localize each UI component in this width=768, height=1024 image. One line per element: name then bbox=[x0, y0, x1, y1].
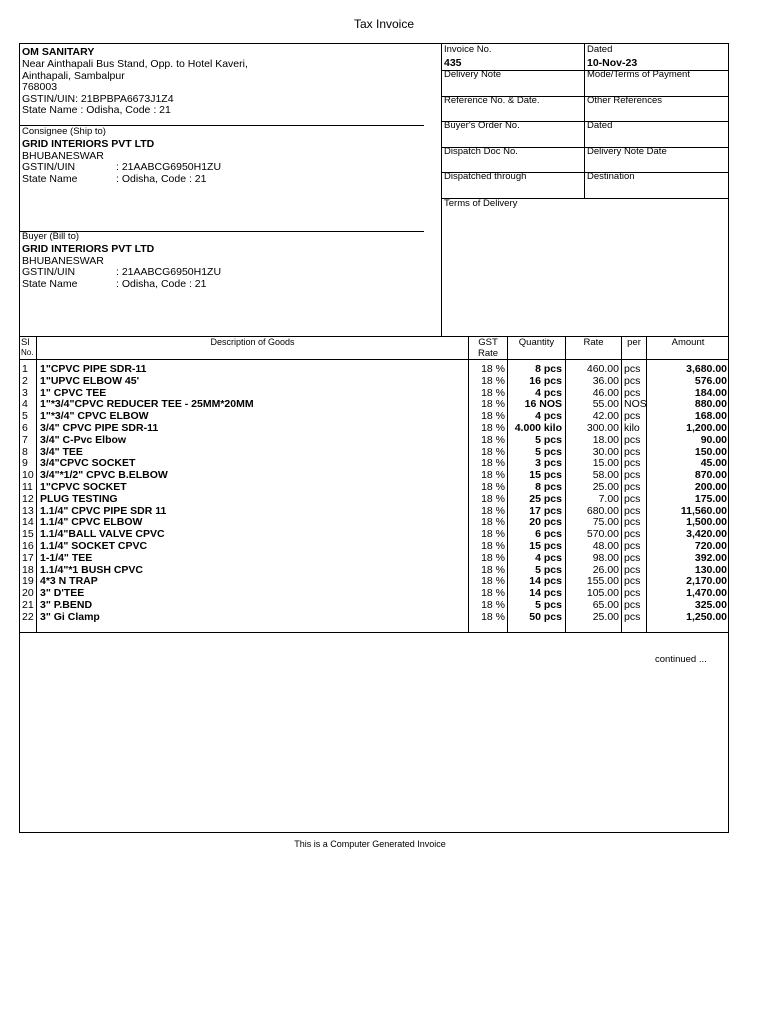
cell-amount: 11,560.00 bbox=[680, 504, 727, 517]
cell-per: pcs bbox=[624, 587, 641, 600]
cell-amount: 184.00 bbox=[694, 386, 727, 399]
cell-gst-rate: 18 % bbox=[481, 528, 505, 541]
table-row bbox=[20, 588, 728, 600]
cell-description: 1.1/4" CPVC ELBOW bbox=[40, 516, 143, 529]
cell-quantity: 16 pcs bbox=[529, 374, 562, 387]
cell-sl: 8 bbox=[22, 445, 28, 458]
consignee-state-value: : Odisha, Code : 21 bbox=[116, 173, 207, 185]
cell-quantity: 5 pcs bbox=[535, 433, 562, 446]
cell-per: pcs bbox=[624, 410, 641, 423]
cell-quantity: 5 pcs bbox=[535, 563, 562, 576]
cell-sl: 22 bbox=[22, 610, 34, 623]
destination-label: Destination bbox=[587, 171, 635, 182]
cell-sl: 16 bbox=[22, 540, 34, 552]
cell-per: pcs bbox=[624, 386, 641, 399]
cell-description: 1"*3/4"CPVC REDUCER TEE - 25MM*20MM bbox=[40, 398, 254, 411]
cell-per: kilo bbox=[624, 422, 640, 434]
cell-per: pcs bbox=[624, 481, 641, 493]
cell-rate: 98.00 bbox=[592, 551, 619, 564]
cell-sl: 18 bbox=[22, 563, 34, 576]
cell-per: pcs bbox=[624, 540, 641, 552]
cell-sl: 21 bbox=[22, 599, 34, 611]
section-line bbox=[20, 231, 424, 232]
cell-rate: 75.00 bbox=[592, 516, 619, 529]
cell-description: 1.1/4"*1 BUSH CPVC bbox=[40, 563, 144, 576]
buyers-order-label: Buyer's Order No. bbox=[444, 120, 520, 131]
cell-quantity: 5 pcs bbox=[535, 445, 562, 458]
consignee-gstin-value: : 21AABCG6950H1ZU bbox=[116, 161, 222, 173]
table-row bbox=[20, 423, 728, 435]
col-header-sl-line-1: Sl bbox=[21, 337, 30, 348]
cell-rate: 42.00 bbox=[592, 410, 619, 423]
invoice-title: Tax Invoice bbox=[353, 17, 415, 31]
col-header-description: Description of Goods bbox=[210, 337, 295, 347]
cell-rate: 46.00 bbox=[592, 386, 619, 399]
cell-per: pcs bbox=[624, 457, 641, 470]
cell-sl: 5 bbox=[22, 410, 28, 423]
buyer-heading: Buyer (Bill to) bbox=[22, 231, 80, 242]
cell-sl: 7 bbox=[22, 433, 28, 446]
cell-gst-rate: 18 % bbox=[481, 422, 505, 434]
cell-rate: 55.00 bbox=[592, 398, 619, 411]
table-row bbox=[20, 553, 728, 565]
buyer-city: BHUBANESWAR bbox=[22, 255, 104, 267]
cell-description: 1"CPVC SOCKET bbox=[40, 481, 127, 493]
delivery-note-date-label: Delivery Note Date bbox=[587, 146, 667, 157]
cell-description: 1"*3/4" CPVC ELBOW bbox=[40, 410, 149, 423]
order-dated-label: Dated bbox=[587, 120, 613, 131]
cell-amount: 200.00 bbox=[694, 481, 727, 493]
cell-quantity: 50 pcs bbox=[529, 610, 562, 623]
cell-rate: 18.00 bbox=[592, 433, 619, 446]
seller-address-line-2: Ainthapali, Sambalpur bbox=[22, 70, 125, 82]
cell-description: 3/4" TEE bbox=[40, 445, 83, 458]
cell-rate: 25.00 bbox=[592, 610, 619, 623]
cell-gst-rate: 18 % bbox=[481, 563, 505, 576]
table-row bbox=[20, 600, 728, 612]
table-row bbox=[20, 376, 728, 388]
col-header-amount: Amount bbox=[671, 337, 705, 348]
cell-gst-rate: 18 % bbox=[481, 551, 505, 564]
cell-quantity: 15 pcs bbox=[529, 469, 562, 482]
cell-gst-rate: 18 % bbox=[481, 398, 505, 411]
cell-per: pcs bbox=[624, 516, 641, 529]
terms-of-delivery-label: Terms of Delivery bbox=[444, 198, 518, 209]
cell-sl: 17 bbox=[22, 551, 34, 564]
seller-name: OM SANITARY bbox=[22, 46, 95, 58]
cell-gst-rate: 18 % bbox=[481, 433, 505, 446]
cell-gst-rate: 18 % bbox=[481, 457, 505, 470]
cell-description: 1"CPVC PIPE SDR-11 bbox=[40, 363, 147, 375]
consignee-name: GRID INTERIORS PVT LTD bbox=[22, 138, 155, 150]
dispatch-doc-label: Dispatch Doc No. bbox=[444, 146, 518, 157]
cell-amount: 576.00 bbox=[694, 374, 727, 387]
cell-gst-rate: 18 % bbox=[481, 610, 505, 623]
cell-gst-rate: 18 % bbox=[481, 410, 505, 423]
cell-description: 1.1/4"BALL VALVE CPVC bbox=[40, 528, 165, 541]
cell-quantity: 4 pcs bbox=[535, 551, 562, 564]
cell-description: 3" P.BEND bbox=[40, 599, 93, 611]
buyer-state-label: State Name bbox=[22, 278, 78, 290]
seller-state: State Name : Odisha, Code : 21 bbox=[22, 104, 171, 116]
cell-quantity: 15 pcs bbox=[529, 540, 562, 552]
cell-amount: 880.00 bbox=[694, 398, 727, 411]
continued-note: continued ... bbox=[655, 654, 707, 665]
cell-per: pcs bbox=[624, 575, 641, 588]
cell-gst-rate: 18 % bbox=[481, 540, 505, 552]
computer-generated-note: This is a Computer Generated Invoice bbox=[294, 839, 446, 849]
cell-gst-rate: 18 % bbox=[481, 504, 505, 517]
cell-gst-rate: 18 % bbox=[481, 599, 505, 611]
invoice-frame bbox=[19, 43, 729, 833]
consignee-city: BHUBANESWAR bbox=[22, 150, 104, 162]
cell-amount: 45.00 bbox=[700, 457, 727, 470]
cell-quantity: 14 pcs bbox=[529, 575, 562, 588]
cell-amount: 175.00 bbox=[694, 492, 727, 505]
cell-amount: 1,200.00 bbox=[686, 422, 727, 434]
mode-terms-label: Mode/Terms of Payment bbox=[587, 69, 690, 80]
cell-per: pcs bbox=[624, 469, 641, 482]
cell-amount: 1,470.00 bbox=[686, 587, 727, 600]
cell-amount: 392.00 bbox=[694, 551, 727, 564]
cell-description: 3" Gi Clamp bbox=[40, 610, 100, 623]
table-row bbox=[20, 482, 728, 494]
cell-rate: 30.00 bbox=[592, 445, 619, 458]
table-row bbox=[20, 612, 728, 624]
cell-sl: 12 bbox=[22, 492, 34, 505]
cell-amount: 150.00 bbox=[694, 445, 727, 458]
cell-description: 3/4"*1/2" CPVC B.ELBOW bbox=[40, 469, 168, 482]
cell-quantity: 4 pcs bbox=[535, 386, 562, 399]
cell-description: 3/4"CPVC SOCKET bbox=[40, 457, 136, 470]
cell-quantity: 20 pcs bbox=[529, 516, 562, 529]
cell-gst-rate: 18 % bbox=[481, 575, 505, 588]
invoice-no-value: 435 bbox=[444, 57, 462, 69]
cell-per: pcs bbox=[624, 599, 641, 611]
table-row bbox=[20, 494, 728, 506]
cell-description: 1.1/4" CPVC PIPE SDR 11 bbox=[40, 504, 167, 517]
cell-per: pcs bbox=[624, 492, 641, 505]
col-header-gst-line-1: GST bbox=[478, 337, 498, 348]
cell-quantity: 8 pcs bbox=[535, 363, 562, 375]
cell-per: pcs bbox=[624, 528, 641, 541]
cell-amount: 720.00 bbox=[694, 540, 727, 552]
cell-quantity: 8 pcs bbox=[535, 481, 562, 493]
col-header-sl bbox=[21, 337, 33, 357]
cell-gst-rate: 18 % bbox=[481, 386, 505, 399]
cell-description: 3/4" C-Pvc Elbow bbox=[40, 433, 127, 446]
cell-rate: 25.00 bbox=[592, 481, 619, 493]
cell-amount: 3,680.00 bbox=[686, 363, 727, 375]
cell-amount: 1,500.00 bbox=[686, 516, 727, 529]
cell-gst-rate: 18 % bbox=[481, 363, 505, 375]
col-header-gst-line-2: Rate bbox=[477, 348, 499, 359]
cell-amount: 325.00 bbox=[694, 599, 727, 611]
cell-sl: 20 bbox=[22, 587, 34, 600]
cell-gst-rate: 18 % bbox=[481, 481, 505, 493]
cell-sl: 2 bbox=[22, 374, 28, 387]
cell-amount: 870.00 bbox=[694, 469, 727, 482]
table-row bbox=[20, 576, 728, 588]
cell-per: pcs bbox=[624, 610, 641, 623]
cell-rate: 15.00 bbox=[592, 457, 619, 470]
cell-quantity: 16 NOS bbox=[524, 398, 562, 411]
cell-description: 1.1/4" SOCKET CPVC bbox=[40, 540, 148, 552]
cell-amount: 168.00 bbox=[694, 410, 727, 423]
cell-amount: 2,170.00 bbox=[686, 575, 727, 588]
cell-sl: 15 bbox=[22, 528, 34, 541]
cell-per: NOS bbox=[624, 398, 647, 411]
consignee-state-label: State Name bbox=[22, 173, 78, 185]
item-rows bbox=[20, 364, 729, 626]
cell-quantity: 25 pcs bbox=[529, 492, 562, 505]
table-row bbox=[20, 565, 728, 577]
cell-quantity: 4.000 kilo bbox=[514, 422, 562, 434]
cell-rate: 570.00 bbox=[586, 528, 619, 541]
cell-rate: 7.00 bbox=[598, 492, 619, 505]
col-header-per: per bbox=[627, 337, 641, 348]
cell-description: 3" D'TEE bbox=[40, 587, 85, 600]
buyer-state-value: : Odisha, Code : 21 bbox=[116, 278, 207, 290]
cell-sl: 9 bbox=[22, 457, 28, 470]
other-references-label: Other References bbox=[587, 95, 662, 106]
cell-per: pcs bbox=[624, 374, 641, 387]
cell-amount: 1,250.00 bbox=[686, 610, 727, 623]
dated-label: Dated bbox=[587, 44, 613, 55]
cell-quantity: 17 pcs bbox=[529, 504, 562, 517]
cell-quantity: 3 pcs bbox=[535, 457, 562, 470]
cell-rate: 26.00 bbox=[592, 563, 619, 576]
seller-gstin: GSTIN/UIN: 21BPBPA6673J1Z4 bbox=[22, 93, 174, 105]
cell-gst-rate: 18 % bbox=[481, 445, 505, 458]
cell-sl: 6 bbox=[22, 422, 28, 434]
header-divider bbox=[441, 44, 442, 336]
cell-sl: 14 bbox=[22, 516, 34, 529]
cell-gst-rate: 18 % bbox=[481, 469, 505, 482]
col-header-rate: Rate bbox=[583, 337, 604, 348]
cell-amount: 3,420.00 bbox=[686, 528, 727, 541]
delivery-note-label: Delivery Note bbox=[444, 69, 502, 80]
consignee-gstin-label: GSTIN/UIN bbox=[22, 161, 76, 173]
cell-description: 1" CPVC TEE bbox=[40, 386, 107, 399]
cell-sl: 4 bbox=[22, 398, 28, 411]
table-row bbox=[20, 541, 728, 553]
seller-address-line-1: Near Ainthapali Bus Stand, Opp. to Hotel Kaveri, bbox=[22, 58, 248, 70]
cell-description: PLUG TESTING bbox=[40, 492, 118, 505]
cell-per: pcs bbox=[624, 504, 641, 517]
cell-gst-rate: 18 % bbox=[481, 587, 505, 600]
cell-per: pcs bbox=[624, 551, 641, 564]
cell-gst-rate: 18 % bbox=[481, 374, 505, 387]
cell-description: 1"UPVC ELBOW 45' bbox=[40, 374, 140, 387]
cell-sl: 3 bbox=[22, 386, 28, 399]
cell-sl: 19 bbox=[22, 575, 34, 588]
cell-description: 3/4" CPVC PIPE SDR-11 bbox=[40, 422, 159, 434]
cell-per: pcs bbox=[624, 363, 641, 375]
seller-pin: 768003 bbox=[22, 81, 58, 93]
cell-rate: 300.00 bbox=[586, 422, 619, 434]
col-header-gst bbox=[469, 337, 507, 359]
invoice-no-label: Invoice No. bbox=[444, 44, 492, 55]
consignee-heading: Consignee (Ship to) bbox=[22, 126, 106, 137]
cell-quantity: 6 pcs bbox=[535, 528, 562, 541]
cell-sl: 10 bbox=[22, 469, 34, 482]
table-header-line bbox=[20, 359, 729, 360]
dated-value: 10-Nov-23 bbox=[587, 57, 638, 69]
buyer-gstin-label: GSTIN/UIN bbox=[22, 266, 76, 278]
cell-rate: 58.00 bbox=[592, 469, 619, 482]
cell-quantity: 5 pcs bbox=[535, 599, 562, 611]
cell-rate: 65.00 bbox=[592, 599, 619, 611]
cell-rate: 680.00 bbox=[586, 504, 619, 517]
cell-rate: 105.00 bbox=[586, 587, 619, 600]
cell-description: 1-1/4" TEE bbox=[40, 551, 93, 564]
cell-rate: 36.00 bbox=[592, 374, 619, 387]
cell-amount: 90.00 bbox=[700, 433, 727, 446]
cell-quantity: 14 pcs bbox=[529, 587, 562, 600]
cell-per: pcs bbox=[624, 563, 641, 576]
cell-description: 4*3 N TRAP bbox=[40, 575, 98, 588]
reference-label: Reference No. & Date. bbox=[444, 95, 540, 106]
dispatched-through-label: Dispatched through bbox=[444, 171, 527, 182]
table-row bbox=[20, 435, 728, 447]
table-bottom-line bbox=[20, 632, 729, 633]
col-header-sl-line-2: No. bbox=[21, 348, 34, 357]
cell-sl: 13 bbox=[22, 504, 34, 517]
col-header-quantity: Quantity bbox=[518, 337, 555, 348]
cell-gst-rate: 18 % bbox=[481, 492, 505, 505]
buyer-name: GRID INTERIORS PVT LTD bbox=[22, 243, 155, 255]
cell-sl: 1 bbox=[22, 363, 28, 375]
cell-gst-rate: 18 % bbox=[481, 516, 505, 529]
cell-quantity: 4 pcs bbox=[535, 410, 562, 423]
cell-rate: 48.00 bbox=[592, 540, 619, 552]
cell-sl: 11 bbox=[22, 481, 33, 493]
cell-per: pcs bbox=[624, 433, 641, 446]
buyer-gstin-value: : 21AABCG6950H1ZU bbox=[116, 266, 222, 278]
cell-per: pcs bbox=[624, 445, 641, 458]
cell-rate: 155.00 bbox=[586, 575, 619, 588]
cell-amount: 130.00 bbox=[694, 563, 727, 576]
cell-rate: 460.00 bbox=[586, 363, 619, 375]
